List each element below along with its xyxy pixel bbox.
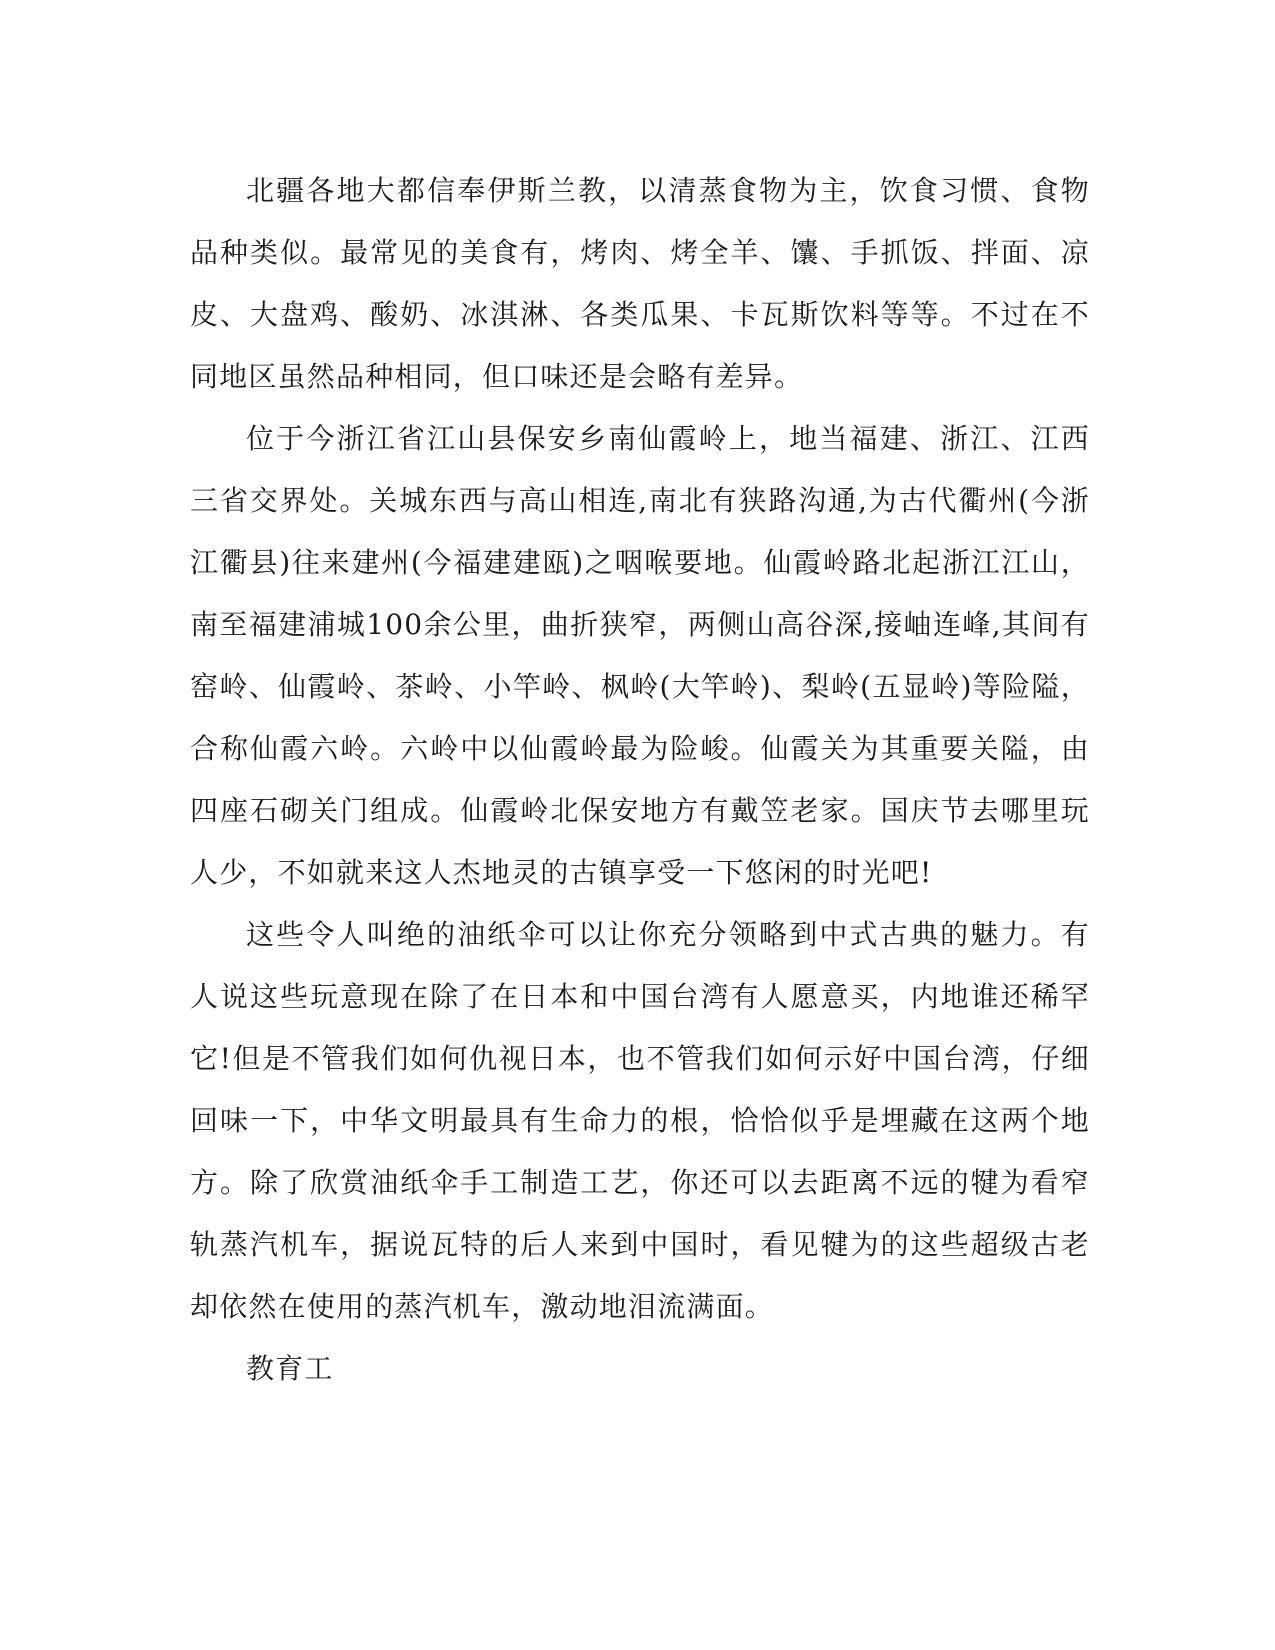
paragraph-education-fragment: 教育工 — [246, 1352, 334, 1385]
paragraph-xinjiang-food: 北疆各地大都信奉伊斯兰教，以清蒸食物为主，饮食习惯、食物品种类似。最常见的美食有，烤肉、烤全羊、馕、手抓饭、拌面、凉皮、大盘鸡、酸奶、冰淇淋、各类瓜果、卡瓦斯饮料等等。不过在不同地区虽然品种相同，但口味还是会略有差异。 — [190, 174, 1090, 393]
paragraph-xianxia-pass: 位于今浙江省江山县保安乡南仙霞岭上，地当福建、浙江、江西三省交界处。关城东西与高山相连,南北有狭路沟通,为古代衢州(今浙江衢县)往来建州(今福建建瓯)之咽喉要地。仙霞岭路北起浙江江山，南至福建浦城100余公里，曲折狭窄，两侧山高谷深,接岫连峰,其间有窑岭、仙霞岭、茶岭、小竿岭、枫岭(大竿岭)、梨岭(五显岭)等险隘，合称仙霞六岭。六岭中以仙霞岭最为险峻。仙霞关为其重要关隘，由四座石砌关门组成。仙霞岭北保安地方有戴笠老家。国庆节去哪里玩人少，不如就来这人杰地灵的古镇享受一下悠闲的时光吧! — [190, 422, 1090, 889]
paragraph-oil-paper-umbrella: 这些令人叫绝的油纸伞可以让你充分领略到中式古典的魅力。有人说这些玩意现在除了在日本和中国台湾有人愿意买，内地谁还稀罕它!但是不管我们如何仇视日本，也不管我们如何示好中国台湾，仔细回味一下，中华文明最具有生命力的根，恰恰似乎是埋藏在这两个地方。除了欣赏油纸伞手工制造工艺，你还可以去距离不远的犍为看窄轨蒸汽机车，据说瓦特的后人来到中国时，看见犍为的这些超级古老却依然在使用的蒸汽机车，激动地泪流满面。 — [190, 918, 1090, 1323]
document-body — [190, 160, 1090, 1400]
